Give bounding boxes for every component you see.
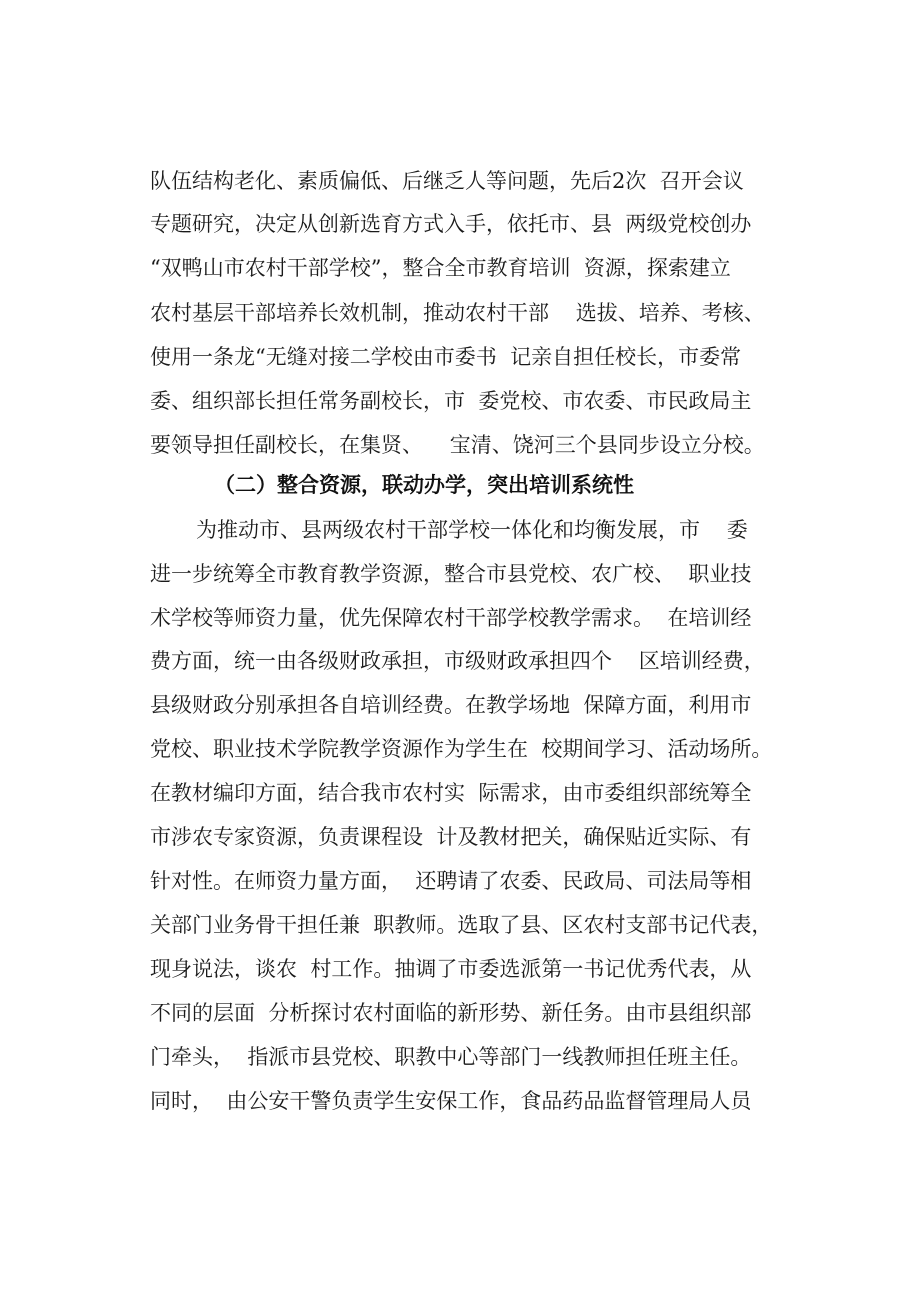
text-line: 进一步统筹全市教育教学资源，整合市县党校、农广校、 职业技 [150,562,752,586]
text-line: 在教材编印方面，结合我市农村实 际需求，由市委组织部统筹全 [150,781,752,805]
text-line: 关部门业务骨干担任兼 职教师。选取了县、区农村支部书记代表， [150,913,773,937]
text-line: 专题研究，决定从创新选育方式入手，依托市、县 两级党校创办 [150,212,752,236]
text-line: 队伍结构老化、素质偏低、后继乏人等问题，先后2次 召开会议 [150,169,744,193]
text-line: 针对性。在师资力量方面， 还聘请了农委、民政局、司法局等相 [150,869,752,893]
text-line: 要领导担任副校长，在集贤、 宝清、饶河三个县同步设立分校。 [150,433,765,457]
text-line: “双鸭山市农村干部学校”，整合全市教育培训 资源，探索建立 [150,256,731,280]
text-line: 同时， 由公安干警负责学生安保工作，食品药品监督管理局人员 [150,1089,752,1113]
text-line: 县级财政分别承担各自培训经费。在教学场地 保障方面，利用市 [150,693,752,717]
section-heading: （二）整合资源，联动办学，突出培训系统性 [214,473,634,497]
text-line: 委、组织部长担任常务副校长，市 委党校、市农委、市民政局主 [150,389,752,413]
text-line: 农村基层干部培养长效机制，推动农村干部 选拔、培养、考核、 [150,301,765,325]
text-line: 现身说法，谈农 村工作。抽调了市委选派第一书记优秀代表，从 [150,957,752,981]
text-line: 不同的层面 分析探讨农村面临的新形势、新任务。由市县组织部 [150,1001,752,1025]
text-line: 使用一条龙“无缝对接二学校由市委书 记亲自担任校长，市委常 [150,345,742,369]
text-line: 党校、职业技术学院教学资源作为学生在 校期间学习、活动场所。 [150,737,773,761]
text-line: 门牵头， 指派市县党校、职教中心等部门一线教师担任班主任。 [150,1045,752,1069]
paragraph-first-line: 为推动市、县两级农村干部学校一体化和均衡发展，市 委 [196,518,748,542]
text-line: 市涉农专家资源，负责课程设 计及教材把关，确保贴近实际、有 [150,825,752,849]
text-line: 术学校等师资力量，优先保障农村干部学校教学需求。 在培训经 [150,606,752,630]
text-line: 费方面，统一由各级财政承担，市级财政承担四个 区培训经费， [150,649,765,673]
